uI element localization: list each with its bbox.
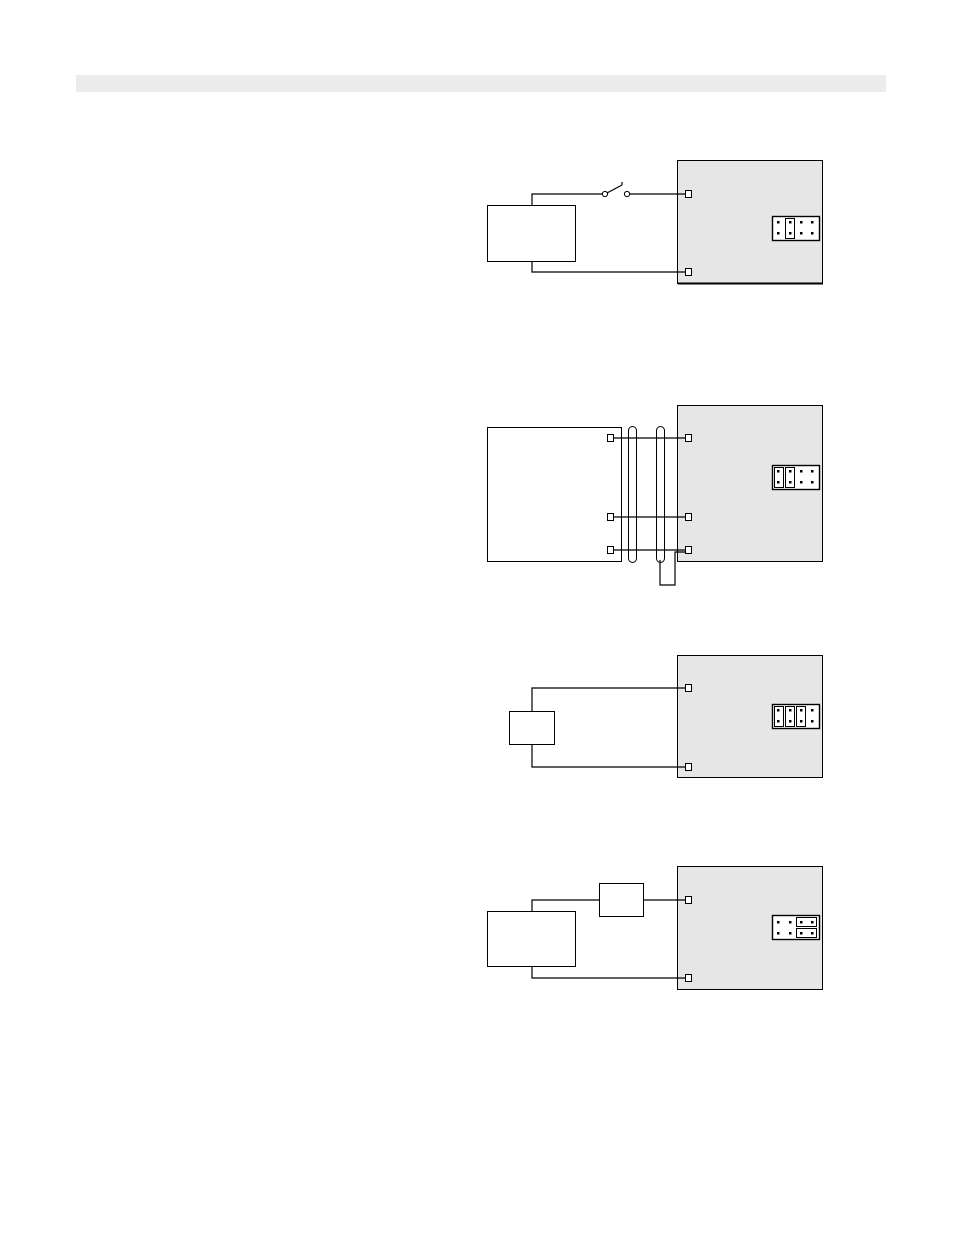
source-device-box: [510, 712, 555, 745]
diagram-3: [510, 656, 823, 778]
source-device-box: [488, 428, 622, 562]
switch-contact-left: [602, 191, 607, 196]
terminal-1: [686, 897, 692, 904]
diagram-2: [488, 406, 823, 586]
cable-shield-right: [657, 427, 665, 563]
source-device-box: [488, 206, 576, 262]
device-terminal-2: [608, 514, 614, 521]
series-component-box: [600, 884, 644, 917]
diagram-1: [488, 161, 824, 284]
switch-blade: [607, 185, 622, 193]
wire-bottom: [532, 745, 686, 767]
cable-shield-left: [629, 427, 637, 563]
wire-bottom: [532, 967, 686, 978]
terminal-1: [686, 435, 692, 442]
jumper-block: [773, 466, 820, 490]
terminal-2: [686, 269, 692, 276]
terminal-3: [686, 547, 692, 554]
terminal-2: [686, 975, 692, 982]
switch-contact-right: [624, 191, 629, 196]
wire-bottom: [532, 262, 686, 272]
wire-top-left: [532, 900, 600, 911]
terminal-1: [686, 191, 692, 198]
jumper-block: [773, 217, 820, 241]
wire-top-left: [532, 194, 603, 205]
source-device-box: [488, 912, 576, 967]
wire-top: [532, 688, 686, 711]
terminal-2: [686, 764, 692, 771]
terminal-2: [686, 514, 692, 521]
diagram-4: [488, 867, 823, 990]
device-terminal-3: [608, 547, 614, 554]
terminal-1: [686, 685, 692, 692]
device-terminal-1: [608, 435, 614, 442]
